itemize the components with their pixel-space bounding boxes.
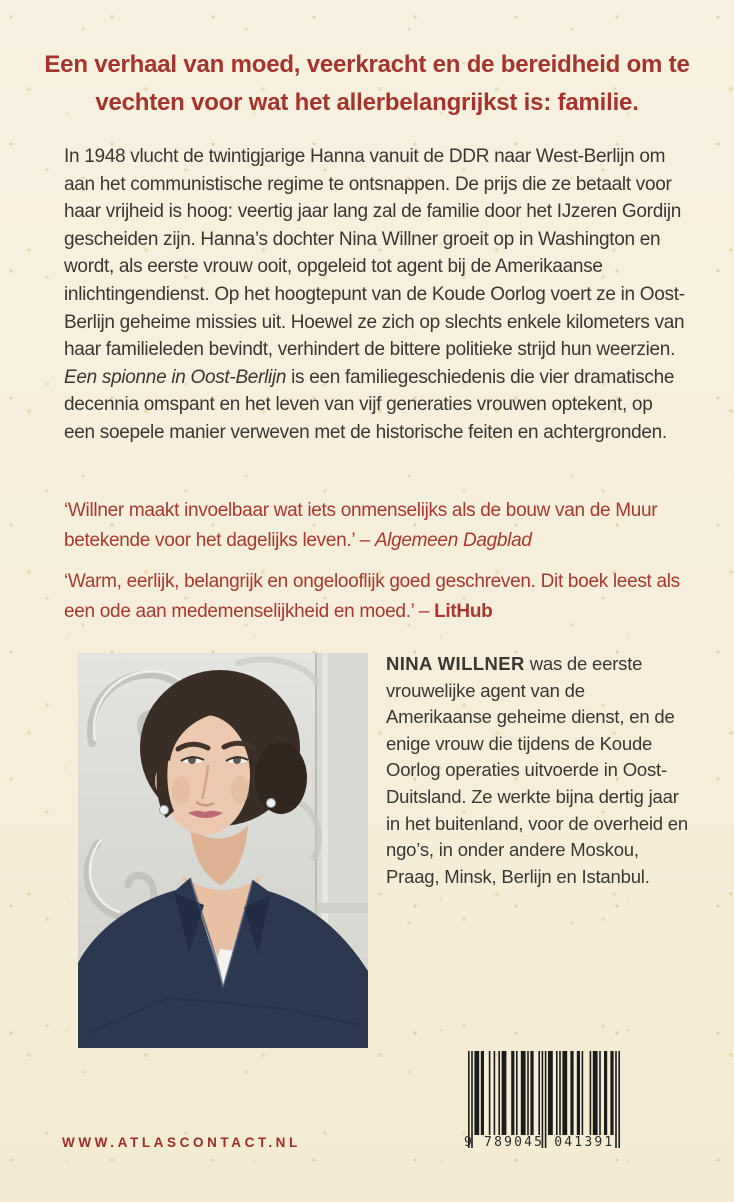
author-name: NINA WILLNER [386,653,525,674]
publisher-website: WWW.ATLASCONTACT.NL [62,1135,301,1150]
press-quote-1-text: ‘Willner maakt invoelbaar wat iets onmenselijks als de bouw van de Muur betekende voor het dagelijks leven.’ – [64,500,658,551]
author-bio-text: was de eerste vrouwelijke agent van de Amerikaanse geheime dienst, en de enige vrouw die tijdens de Koude Oorlog operaties uitvoerde in Oost-Duitsland. Ze werkte bijna dertig jaar in het buitenland, voor de overheid en ngo’s, in onder andere Moskou, Praag, Minsk, Berlijn en Istanbul. [386,653,688,887]
tagline: Een verhaal van moed, veerkracht en de bereidheid om te vechten voor wat het allerbelangrijkst is: familie. [44,51,690,116]
press-quote-2 [64,567,712,627]
author-bio [386,651,694,890]
synopsis-book-title: Een spionne in Oost-Berlijn [64,366,287,388]
isbn-number: 9 789045 041391 [464,1135,615,1150]
press-quote-1-source: Algemeen Dagblad [374,530,532,551]
pearl-earring-left [160,806,169,815]
isbn-barcode [464,1051,628,1153]
pearl-earring-right [267,799,276,808]
author-photo [78,653,368,1048]
press-quote-2-text: ‘Warm, eerlijk, belangrijk en ongelooflijk goed geschreven. Dit boek leest als een ode aan medemenselijkheid en moed.’ – [64,571,680,622]
synopsis-text-1: In 1948 vlucht de twintigjarige Hanna vanuit de DDR naar West-Berlijn om aan het communistische regime te ontsnappen. De prijs die ze betaalt voor haar vrijheid is hoog: veertig jaar lang zal de familie door het IJzeren Gordijn gescheiden zijn. Hanna’s dochter Nina Willner groeit op in Washington en wordt, als eerste vrouw ooit, opgeleid tot agent bij de Amerikaanse inlichtingendienst. Op het hoogtepunt van de Koude Oorlog voert ze in Oost-Berlijn geheime missies uit. Hoewel ze zich op slechts enkele kilometers van haar familieleden bevindt, verhindert de bittere politieke strijd hun weerzien. [64,146,685,361]
hair-bun [255,742,307,814]
author-portrait-illustration [78,653,368,1048]
synopsis-text-2: is een familiegeschiedenis die vier dramatische decennia omspant en het leven van vijf generaties vrouwen optekent, op een soepele manier verweven met de historische feiten en achtergronden. [64,366,675,443]
press-quote-2-source: LitHub [434,601,493,622]
barcode-bars [468,1051,620,1148]
synopsis [64,143,686,447]
press-quote-1 [64,496,712,556]
